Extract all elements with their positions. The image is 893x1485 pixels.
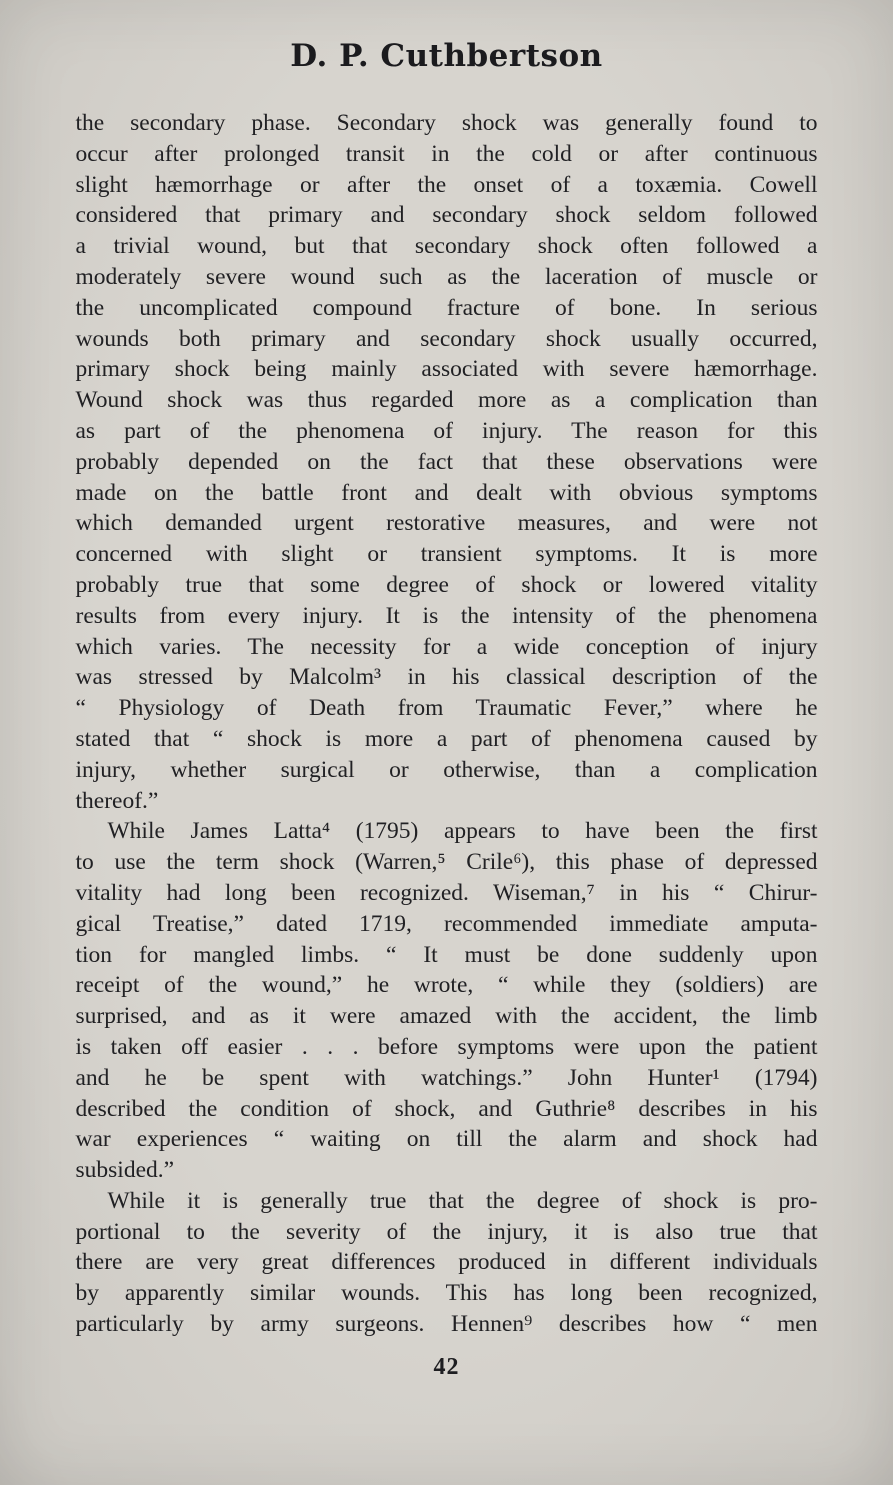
text-line: the secondary phase. Secondary shock was generally found to (75, 110, 818, 136)
text-line: by apparently similar wounds. This has long been recognized, (75, 1280, 818, 1307)
text-line: which varies. The necessity for a wide conception of injury (75, 633, 818, 660)
text-line: vitality had long been recognized. Wiseman,⁷ in his “ Chirur- (75, 879, 818, 906)
text-line: war experiences “ waiting on till the alarm and shock had (75, 1126, 818, 1153)
text-line: probably depended on the fact that these observations were (75, 448, 818, 475)
text-line: tion for mangled limbs. “ It must be done suddenly upon (75, 941, 818, 968)
text-line: Wound shock was thus regarded more as a complication than (75, 387, 818, 414)
text-line: thereof.” (75, 787, 159, 814)
text-line: injury, whether surgical or otherwise, than a complication (75, 756, 818, 783)
text-line: there are very great differences produced in different individuals (75, 1249, 818, 1276)
text-line: subsided.” (75, 1157, 175, 1184)
text-line: moderately severe wound such as the laceration of muscle or (75, 263, 818, 290)
text-line: particularly by army surgeons. Hennen⁹ describes how “ men (75, 1311, 818, 1338)
text-line: made on the battle front and dealt with obvious symptoms (75, 479, 818, 506)
text-line: described the condition of shock, and Guthrie⁸ describes in his (75, 1095, 818, 1122)
text-line: While it is generally true that the degree of shock is pro- (107, 1187, 818, 1214)
text-line: wounds both primary and secondary shock usually occurred, (75, 325, 818, 352)
paragraph (76, 1186, 818, 1340)
text-line: considered that primary and secondary shock seldom followed (75, 202, 818, 229)
text-line: receipt of the wound,” he wrote, “ while they (soldiers) are (75, 972, 818, 999)
page-number: 42 (433, 1353, 460, 1380)
text-line: While James Latta⁴ (1795) appears to have been the first (107, 818, 818, 845)
text-line: and he be spent with watchings.” John Hunter¹ (1794) (75, 1064, 818, 1091)
text-line: to use the term shock (Warren,⁵ Crile⁶), this phase of depressed (75, 849, 818, 876)
text-line: surprised, and as it were amazed with the accident, the limb (75, 1003, 818, 1030)
text-block (76, 108, 818, 1340)
text-line: was stressed by Malcolm³ in his classical description of the (75, 664, 818, 691)
text-line: is taken off easier . . . before symptoms were upon the patient (75, 1033, 818, 1060)
paragraph (76, 816, 818, 1186)
text-line: occur after prolonged transit in the cold or after continuous (75, 140, 818, 167)
text-line: portional to the severity of the injury, it is also true that (75, 1218, 818, 1245)
text-line: gical Treatise,” dated 1719, recommended immediate amputa- (75, 910, 818, 937)
text-line: which demanded urgent restorative measures, and were not (75, 510, 818, 537)
text-line: primary shock being mainly associated with severe hæmorrhage. (75, 356, 818, 383)
text-line: stated that “ shock is more a part of phenomena caused by (75, 725, 818, 752)
text-line: a trivial wound, but that secondary shock often followed a (75, 233, 818, 260)
text-line: probably true that some degree of shock or lowered vitality (75, 571, 818, 598)
text-line: slight hæmorrhage or after the onset of a toxæmia. Cowell (75, 171, 818, 198)
running-head: D. P. Cuthbertson (290, 38, 603, 74)
text-line: “ Physiology of Death from Traumatic Fever,” where he (75, 695, 818, 722)
text-line: concerned with slight or transient symptoms. It is more (75, 541, 818, 568)
text-line: the uncomplicated compound fracture of bone. In serious (75, 294, 818, 321)
text-line: as part of the phenomena of injury. The reason for this (75, 417, 818, 444)
paragraph (76, 108, 818, 816)
text-line: results from every injury. It is the intensity of the phenomena (75, 602, 818, 629)
